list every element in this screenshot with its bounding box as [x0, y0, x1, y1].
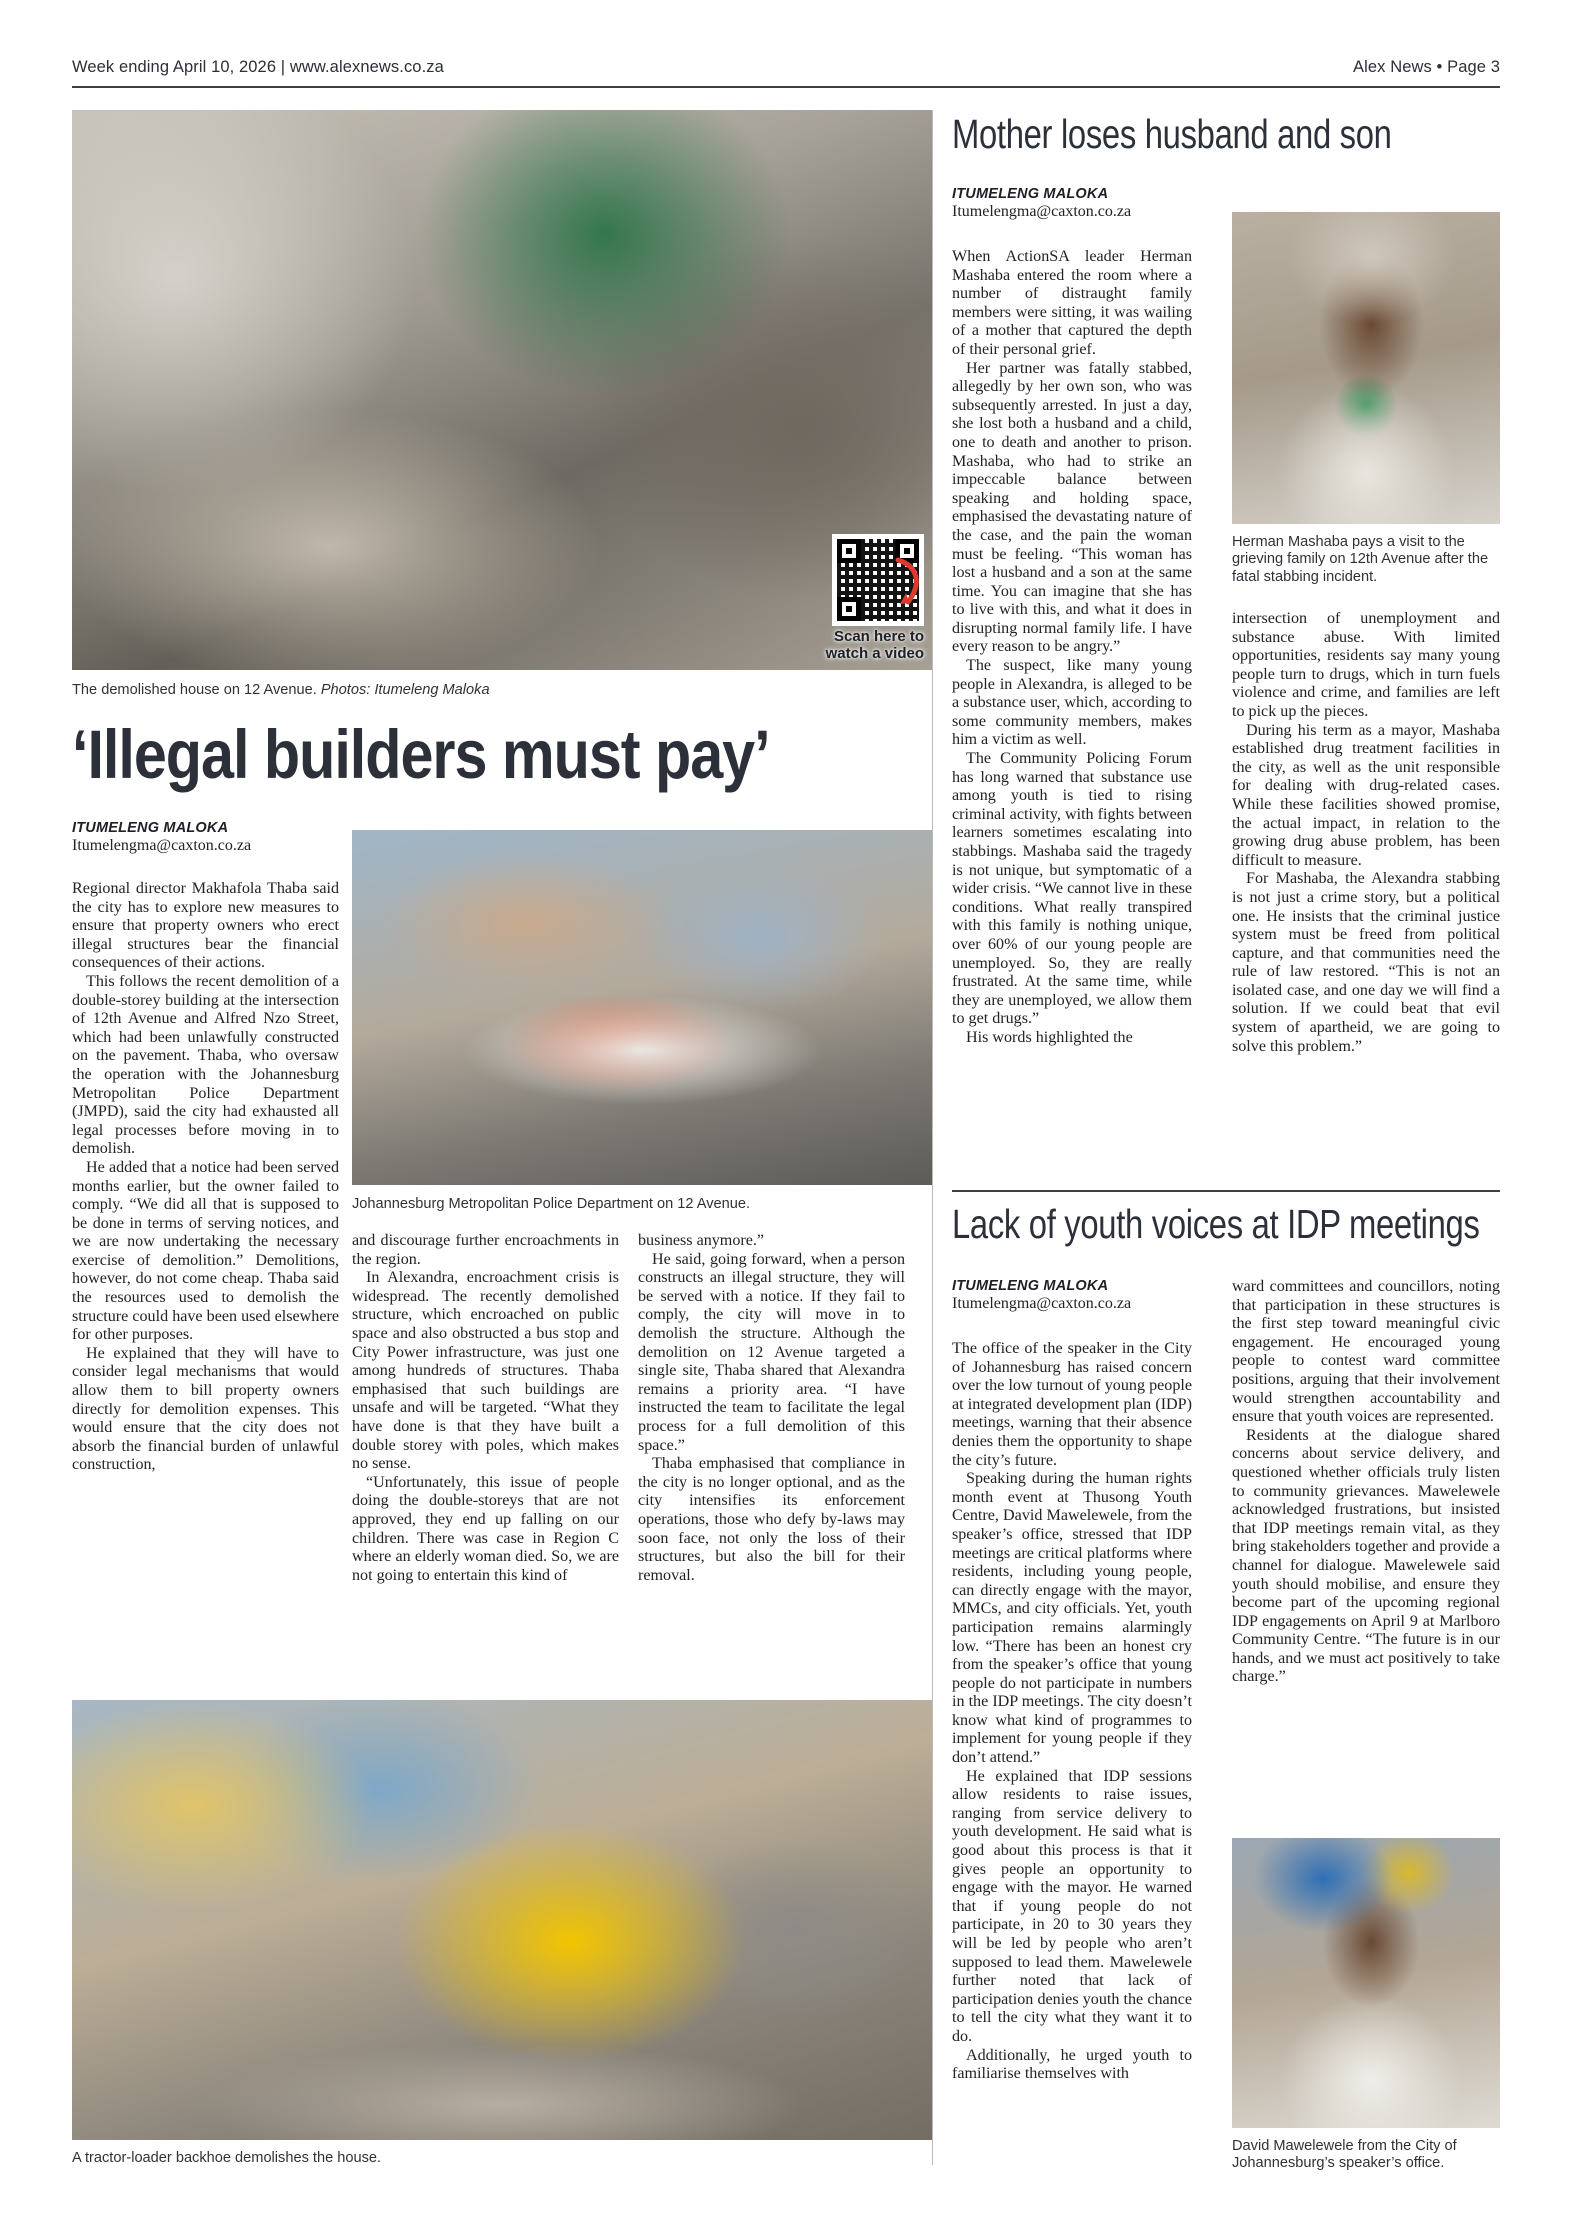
paragraph: During his term as a mayor, Mashaba established drug treatment facilities in the city, as well as the unit responsible for dealing with drug-related cases. While these facilities showed promise, the actual impact, in relation to the growing drug abuse problem, has been difficult to measure.: [1232, 721, 1500, 869]
paragraph: He explained that they will have to consider legal mechanisms that would allow them to bill property owners directly for demolition expenses. This would ensure that the city does not absorb the financial burden of unlawful construction,: [72, 1344, 339, 1474]
headline-idp-story: Lack of youth voices at IDP meetings: [952, 1201, 1480, 1247]
photo-jmpd-truck: [352, 830, 932, 1185]
main-column-2: [352, 1232, 619, 1682]
headline-main: ‘Illegal builders must pay’: [72, 716, 770, 793]
masthead: [72, 58, 1500, 77]
byline-mother-story: [952, 186, 1192, 221]
paragraph: intersection of unemployment and substance abuse. With limited opportunities, residents say many young people turn to drugs, which in turn fuels violence and crime, and families are left to pick up the pieces.: [1232, 610, 1500, 720]
masthead-left: Week ending April 10, 2026 | www.alexnews.co.za: [72, 58, 444, 76]
paragraph: Residents at the dialogue shared concerns about service delivery, and questioned whether officials truly listen to community grievances. Mawelewele acknowledged frustrations, but insisted that IDP meetings remain vital, as they bring stakeholders together and provide a channel for dialogue. Mawelewele said youth should mobilise, and ensure they become part of the upcoming regional IDP engagements on April 9 at Marlboro Community Centre. “The future is in our hands, and we must act positively to take charge.”: [1232, 1426, 1500, 1686]
paragraph: His words highlighted the: [966, 1028, 1133, 1046]
byline-email: Itumelengma@caxton.co.za: [952, 1295, 1132, 1312]
caption-david-mawelewele: David Mawelewele from the City of Johannesburg’s speaker’s office.: [1232, 2138, 1457, 2172]
paragraph: He explained that IDP sessions allow residents to raise issues, ranging from service delivery to youth development. He said what is good about this process is that it gives people an opportunity to engage with the mayor. He warned that if young people do not participate, in 20 to 30 years they will be led by people who aren’t supposed to lead them. Mawelewele further noted that lack of participation denies youth the chance to tell the city what they want it to do.: [952, 1767, 1192, 2045]
idp-column-1: [952, 1340, 1192, 2170]
paragraph: He added that a notice had been served months earlier, but the owner failed to comply. “We did all that is supposed to be done in terms of serving notices, and we are now undertaking the necessary exercise of demolition.” Demolitions, however, do not come cheap. Thaba said the resources used to demolish the structure could have been used elsewhere for other purposes.: [72, 1158, 339, 1344]
paragraph: and discourage further encroachments in the region.: [352, 1232, 619, 1268]
photo-demolished-house: [72, 110, 932, 670]
paragraph: The suspect, like many young people in Alexandra, is alleged to be a substance user, which, according to some community members, makes him a victim as well.: [952, 657, 1192, 749]
masthead-rule: [72, 86, 1500, 88]
masthead-right: Alex News • Page 3: [1353, 58, 1500, 76]
photo-backhoe: [72, 1700, 932, 2140]
paragraph: Regional director Makhafola Thaba said the city has to explore new measures to ensure that property owners who erect illegal structures bear the financial consequences of their actions.: [72, 880, 339, 972]
mother-column-2: [1232, 610, 1500, 1170]
headline-mother-story: Mother loses husband and son: [952, 111, 1392, 157]
paragraph: In Alexandra, encroachment crisis is widespread. The recently demolished structure, which encroached on public space and also obstructed a bus stop and City Power infrastructure, was just one among hundreds of structures. Thaba emphasised that such buildings are unsafe and will be targeted. “What they have done is that they have built a double storey with poles, which makes no sense.: [352, 1269, 619, 1473]
paragraph: The office of the speaker in the City of Johannesburg has raised concern over the low turnout of young people at integrated development plan (IDP) meetings, warning that their absence denies them the opportunity to shape the city’s future.: [952, 1340, 1192, 1469]
red-arrow-icon: [892, 556, 926, 610]
paragraph: Thaba emphasised that compliance in the city is no longer optional, and as the city intensifies its enforcement operations, those who defy by-laws may soon face, not only the loss of their structures, but also the bill for their removal.: [638, 1455, 905, 1584]
caption-demolished-house: [72, 682, 932, 699]
main-column-1: [72, 880, 339, 1474]
caption-text: The demolished house on 12 Avenue.: [72, 682, 321, 698]
caption-herman-mashaba: Herman Mashaba pays a visit to the grieving family on 12th Avenue after the fatal stabbing incident.: [1232, 534, 1489, 585]
idp-column-2: [1232, 1278, 1500, 1838]
paragraph: When ActionSA leader Herman Mashaba entered the room where a number of distraught family members were sitting, it was wailing of a mother that captured the depth of their personal grief.: [952, 248, 1192, 358]
photo-david-mawelewele: [1232, 1838, 1500, 2128]
paragraph: Her partner was fatally stabbed, allegedly by her own son, who was subsequently arrested. In just a day, she lost both a husband and a child, one to death and another to prison. Mashaba, who had to strike an impeccable balance between speaking and holding space, emphasised the devastating nature of the case, and the pain the woman must be feeling. “This woman has lost a husband and a son at the same time. You can imagine that she has to live with this, and what it does in disrupting normal family life. I have every reason to be angry.”: [952, 359, 1192, 656]
byline-email: Itumelengma@caxton.co.za: [952, 203, 1132, 220]
byline-idp-story: [952, 1278, 1192, 1313]
paragraph: business anymore.”: [638, 1232, 765, 1249]
caption-backhoe: A tractor-loader backhoe demolishes the house.: [72, 2150, 382, 2166]
byline-name: ITUMELENG MALOKA: [952, 1278, 1109, 1294]
paragraph: The Community Policing Forum has long warned that substance use among youth is tied to rising criminal activity, with fights between learners sometimes escalating into stabbings. Mashaba said the tragedy is not unique, but symptomatic of a wider crisis. “We cannot live in these conditions. What really transpired with this family is nothing unique, over 60% of our young people are unemployed. So, they are really frustrated. At the same time, while they are unemployed, we allow them to get drugs.”: [952, 750, 1192, 1028]
column-divider: [932, 110, 933, 2165]
paragraph: He said, going forward, when a person constructs an illegal structure, they will be served with a notice. If they fail to comply, the city will move in to demolish the structure. Although the demolition on 12 Avenue targeted a single site, Thaba shared that Alexandra remains a priority area. “I have instructed the team to facilitate the legal process for a full demolition of this space.”: [638, 1250, 905, 1454]
main-column-3: [638, 1232, 905, 1682]
byline-name: ITUMELENG MALOKA: [72, 820, 229, 836]
mother-column-1: [952, 248, 1192, 1168]
byline-main-story: [72, 820, 342, 855]
paragraph: Additionally, he urged youth to familiarise themselves with: [952, 2046, 1192, 2083]
paragraph: Speaking during the human rights month event at Thusong Youth Centre, David Mawelewele, from the speaker’s office, stressed that IDP meetings are critical platforms where residents, including young people, can directly engage with the mayor, MMCs, and city officials. Yet, youth participation remains alarmingly low. “There has been an honest cry from the speaker’s office that young people do not participate in numbers in the IDP meetings. The city doesn’t know what kind of programmes to implement for young people if they don’t attend.”: [952, 1470, 1192, 1767]
qr-scan-line2: watch a video: [825, 644, 924, 662]
qr-badge[interactable]: [774, 534, 924, 662]
photo-herman-mashaba: [1232, 212, 1500, 524]
byline-email: Itumelengma@caxton.co.za: [72, 837, 252, 854]
caption-jmpd-truck: Johannesburg Metropolitan Police Department on 12 Avenue.: [352, 1196, 751, 1212]
caption-credit: Photos: Itumeleng Maloka: [320, 682, 490, 698]
paragraph: This follows the recent demolition of a double-storey building at the intersection of 12th Avenue and Alfred Nzo Street, which had been unlawfully constructed on the pavement. Thaba, who oversaw the operation with the Johannesburg Metropolitan Police Department (JMPD), said the city had exhausted all legal processes before moving in to demolish.: [72, 972, 339, 1158]
paragraph: For Mashaba, the Alexandra stabbing is not just a crime story, but a political one. He insists that the criminal justice system must be freed from political capture, and that communities need the rule of law restored. “This is not an isolated case, and one day we will find a solution. If we could beat that evil system of apartheid, we are going to solve this problem.”: [1232, 870, 1500, 1055]
idp-section-rule: [952, 1190, 1500, 1192]
byline-name: ITUMELENG MALOKA: [952, 186, 1109, 202]
paragraph: “Unfortunately, this issue of people doing the double-storeys that are not approved, they end up falling on our children. There was case in Region C where an elderly woman died. So, we are not going to entertain this kind of: [352, 1473, 619, 1584]
qr-scan-line1: Scan here to: [833, 628, 924, 645]
paragraph: ward committees and councillors, noting that participation in these structures is the first step toward meaningful civic engagement. He encouraged young people to contest ward committee positions, arguing that their involvement would strengthen accountability and ensure that youth voices are represented.: [1232, 1278, 1500, 1426]
main-column-1-cont: [72, 1248, 339, 1678]
qr-scan-label: [826, 629, 924, 662]
